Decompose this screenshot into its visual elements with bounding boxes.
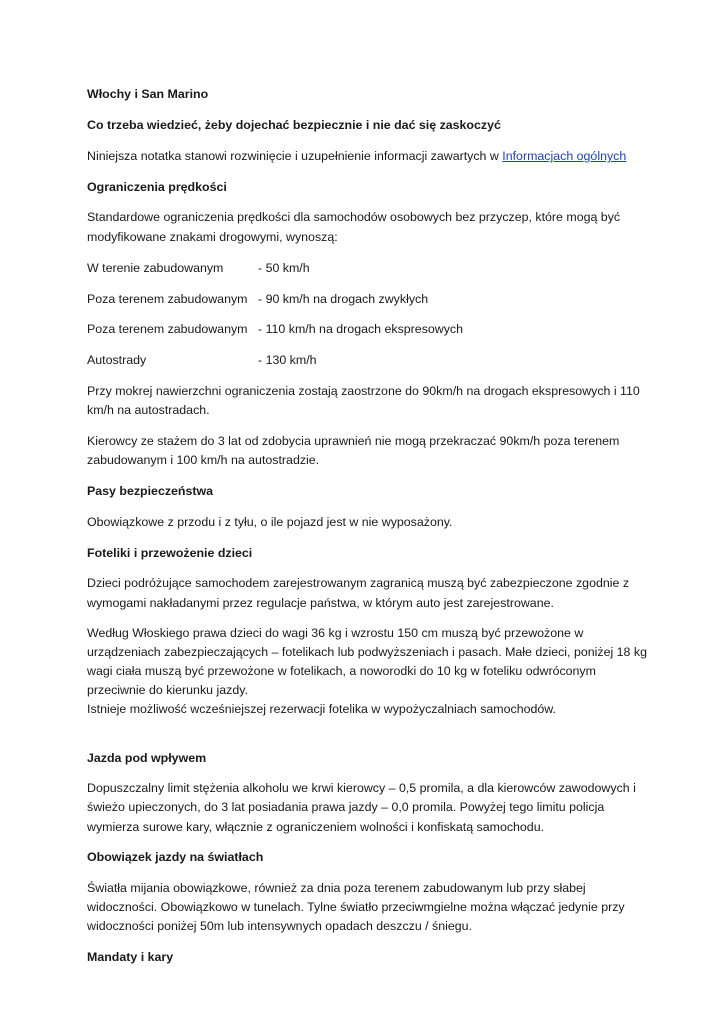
wet-road-line-1: Przy mokrej nawierzchni ograniczenia zostają zaostrzone do 90km/h na drogach ekspresowych i 110 (87, 384, 640, 398)
document-subtitle: Co trzeba wiedzieć, żeby dojechać bezpiecznie i nie dać się zaskoczyć (87, 118, 501, 132)
lights-line-3: widoczności poniżej 50m lub intensywnych opadach deszczu / śniegu. (87, 919, 473, 933)
speed-row-label: Autostrady (87, 353, 147, 367)
child-seats-heading: Foteliki i przewożenie dzieci (87, 546, 253, 560)
lights-heading: Obowiązek jazdy na światłach (87, 850, 264, 864)
child-seats-p1-line-2: wymogami nakładanymi przez regulacje państwa, w którym auto jest zarejestrowane. (87, 596, 554, 610)
speed-row-label: Poza terenem zabudowanym (87, 322, 248, 336)
seatbelts-text: Obowiązkowe z przodu i z tyłu, o ile pojazd jest w nie wyposażony. (87, 515, 453, 529)
intro-paragraph (87, 147, 647, 167)
speed-row-value: - 130 km/h (258, 353, 317, 367)
speed-row-rural (87, 290, 647, 310)
speed-row-motorway (87, 351, 647, 371)
child-seats-p2-line-4: przeciwnie do kierunku jazdy. (87, 683, 248, 697)
speed-row-value: - 50 km/h (258, 261, 310, 275)
speed-row-value: - 110 km/h na drogach ekspresowych (258, 322, 464, 336)
speed-row-expressway (87, 320, 647, 340)
lights-line-1: Światła mijania obowiązkowe, również za dnia poza terenem zabudowanym lub przy słabej (87, 881, 586, 895)
alcohol-heading: Jazda pod wpływem (87, 751, 207, 765)
child-seats-p2-line-5: Istnieje możliwość wcześniejszej rezerwacji fotelika w wypożyczalniach samochodów. (87, 702, 556, 716)
intro-text: Niniejsza notatka stanowi rozwinięcie i uzupełnienie informacji zawartych w (87, 149, 503, 163)
alcohol-line-3: wymierza surowe kary, włącznie z ograniczeniem wolności i konfiskatą samochodu. (87, 820, 545, 834)
lights-line-2: widoczności. Obowiązkowo w tunelach. Tylne światło przeciwmgielne można włączać jedynie przy (87, 900, 625, 914)
speed-row-label: W terenie zabudowanym (87, 261, 224, 275)
alcohol-line-2: świeżo upieczonych, do 3 lat posiadania prawa jazdy – 0,0 promila. Powyżej tego limitu policja (87, 800, 605, 814)
fines-heading: Mandaty i kary (87, 950, 174, 964)
alcohol-line-1: Dopuszczalny limit stężenia alkoholu we krwi kierowcy – 0,5 promila, a dla kierowców zawodowych i (87, 781, 636, 795)
child-seats-p2-line-3: wagi ciała muszą być przewożone w fotelikach, a noworodki do 10 kg w foteliku odwróconym (87, 664, 596, 678)
speed-limits-heading: Ograniczenia prędkości (87, 180, 227, 194)
general-info-link[interactable]: Informacjach ogólnych (502, 149, 627, 163)
speed-row-urban (87, 259, 647, 279)
child-seats-p1-line-1: Dzieci podróżujące samochodem zarejestrowanym zagranicą muszą być zabezpieczone zgodnie z (87, 576, 630, 590)
child-seats-p2-line-1: Według Włoskiego prawa dzieci do wagi 36 kg i wzrostu 150 cm muszą być przewożone w (87, 626, 584, 640)
speed-row-label: Poza terenem zabudowanym (87, 292, 248, 306)
document-title: Włochy i San Marino (87, 87, 209, 101)
seatbelts-heading: Pasy bezpieczeństwa (87, 484, 214, 498)
novice-driver-line-1: Kierowcy ze stażem do 3 lat od zdobycia uprawnień nie mogą przekraczać 90km/h poza terenem (87, 434, 620, 448)
speed-intro-line-2: modyfikowane znakami drogowymi, wynoszą: (87, 230, 338, 244)
speed-intro-line-1: Standardowe ograniczenia prędkości dla samochodów osobowych bez przyczep, które mogą być (87, 210, 621, 224)
child-seats-p2-line-2: urządzeniach zabezpieczających – fotelikach lub podwyższeniach i pasach. Małe dzieci, poniżej 18 kg (87, 645, 647, 659)
speed-row-value: - 90 km/h na drogach zwykłych (258, 292, 429, 306)
novice-driver-line-2: zabudowanym i 100 km/h na autostradzie. (87, 453, 320, 467)
wet-road-line-2: km/h na autostradach. (87, 403, 210, 417)
